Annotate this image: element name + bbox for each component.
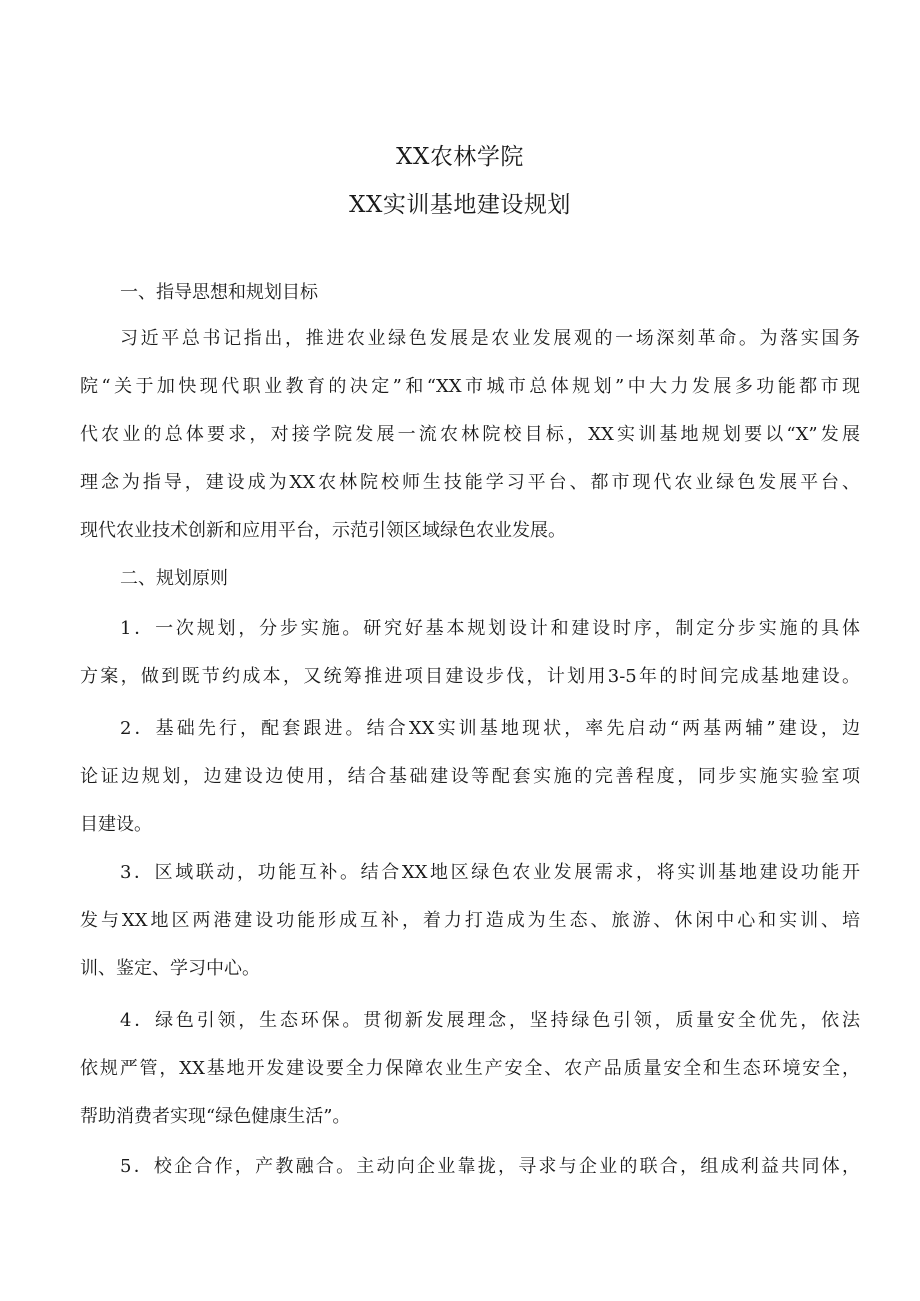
principle-line: 帮助消费者实现“绿色健康生活”。 <box>80 1106 351 1127</box>
section-heading-2: 二、规划原则 <box>120 568 228 589</box>
document-subtitle: XX实训基地建设规划 <box>349 192 571 218</box>
paragraph-line: 院“关于加快现代职业教育的决定”和“XX市城市总体规划”中大力发展多功能都市现 <box>80 376 860 397</box>
section-heading-1: 一、指导思想和规划目标 <box>120 282 318 303</box>
principle-line: 目建设。 <box>80 814 152 835</box>
paragraph-line: 代农业的总体要求，对接学院发展一流农林院校目标，XX实训基地规划要以“X”发展 <box>80 424 860 445</box>
document-title: XX农林学院 <box>396 144 524 170</box>
principle-line: 4．绿色引领，生态环保。贯彻新发展理念，坚持绿色引领，质量安全优先，依法 <box>120 1010 860 1031</box>
principle-line: 依规严管，XX基地开发建设要全力保障农业生产安全、农产品质量安全和生态环境安全， <box>80 1058 860 1079</box>
principle-line: 方案，做到既节约成本，又统筹推进项目建设步伐，计划用3-5年的时间完成基地建设。 <box>80 666 860 687</box>
principle-line: 2．基础先行，配套跟进。结合XX实训基地现状，率先启动“两基两辅”建设，边 <box>120 718 860 739</box>
principle-line: 发与XX地区两港建设功能形成互补，着力打造成为生态、旅游、休闲中心和实训、培 <box>80 910 860 931</box>
paragraph-line: 习近平总书记指出，推进农业绿色发展是农业发展观的一场深刻革命。为落实国务 <box>120 328 860 349</box>
principle-line: 5．校企合作，产教融合。主动向企业靠拢，寻求与企业的联合，组成利益共同体， <box>120 1156 860 1177</box>
principle-line: 3．区域联动，功能互补。结合XX地区绿色农业发展需求，将实训基地建设功能开 <box>120 862 860 883</box>
principle-line: 训、鉴定、学习中心。 <box>80 958 260 979</box>
paragraph-line: 理念为指导，建设成为XX农林院校师生技能学习平台、都市现代农业绿色发展平台、 <box>80 472 860 493</box>
principle-line: 论证边规划，边建设边使用，结合基础建设等配套实施的完善程度，同步实施实验室项 <box>80 766 860 787</box>
principle-line: 1．一次规划，分步实施。研究好基本规划设计和建设时序，制定分步实施的具体 <box>120 618 860 639</box>
paragraph-line: 现代农业技术创新和应用平台，示范引领区域绿色农业发展。 <box>80 520 566 541</box>
